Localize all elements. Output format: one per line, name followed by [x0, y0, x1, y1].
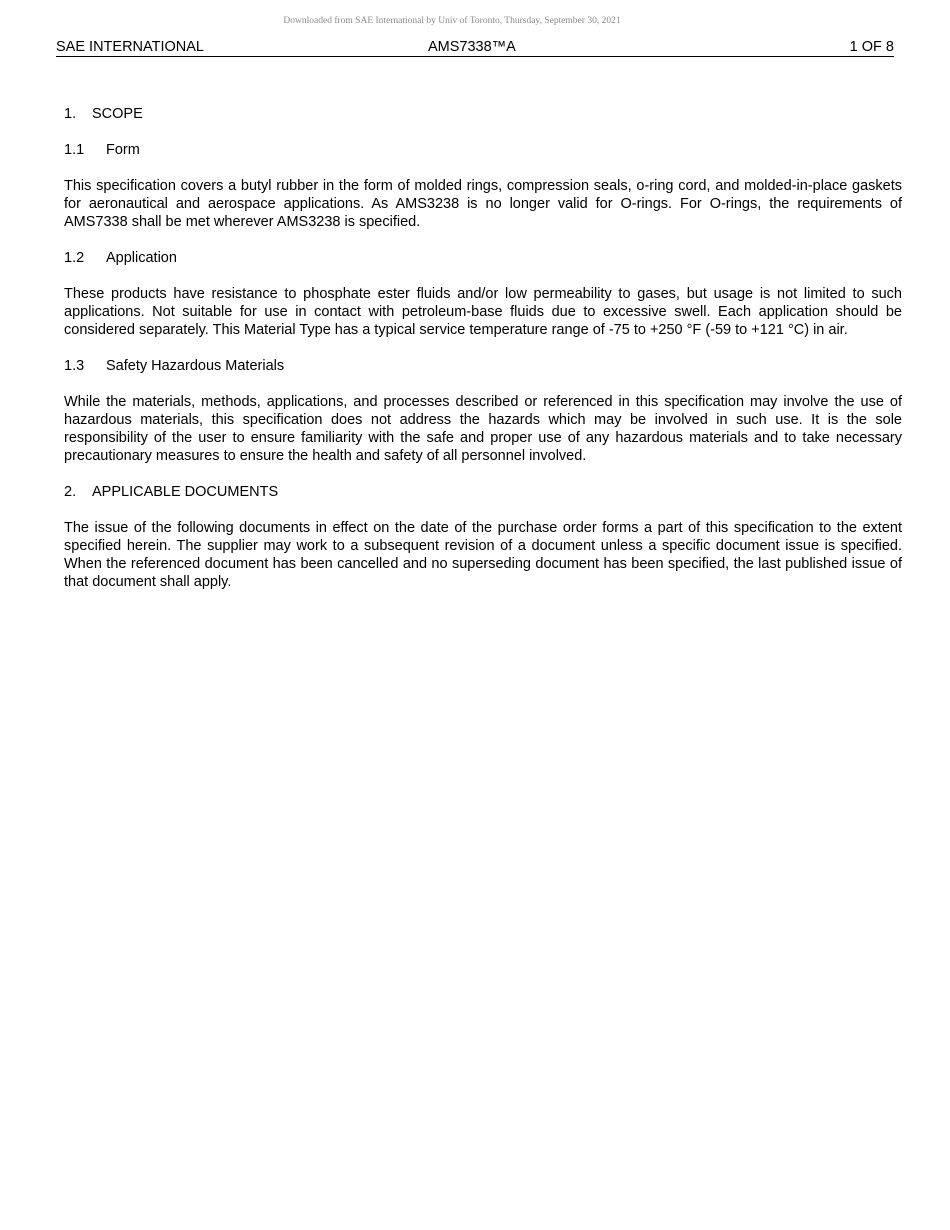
section-heading-scope [64, 105, 902, 123]
section-heading-applicable-documents [64, 483, 902, 501]
paragraph-safety: While the materials, methods, applications, and processes described or referenced in this specification may involve the use of hazardous materials, this specification does not address the hazards which may be involved in such use. It is the sole responsibility of the user to ensure familiarity with the safe and proper use of any hazardous materials and to take necessary precautionary measures to ensure the health and safety of all personnel involved. [64, 394, 902, 464]
section-title: Application [106, 250, 177, 266]
section-title: SCOPE [92, 106, 143, 122]
section-heading-application [64, 249, 902, 267]
header-page-number: 1 OF 8 [849, 39, 894, 55]
section-number: 1.1 [64, 142, 85, 158]
section-heading-safety [64, 357, 902, 375]
section-title: Form [106, 142, 140, 158]
section-number: 1.3 [64, 358, 85, 374]
page-header [56, 39, 894, 57]
section-number: 2. [64, 484, 77, 500]
section-number: 1. [64, 106, 77, 122]
section-heading-form [64, 141, 902, 159]
header-publisher: SAE INTERNATIONAL [56, 39, 204, 55]
paragraph-form: This specification covers a butyl rubber in the form of molded rings, compression seals, o-ring cord, and molded-in-place gaskets for aeronautical and aerospace applications. As AMS3238 is no longer valid for O-rings. For O-rings, the requirements of AMS7338 shall be met wherever AMS3238 is specified. [64, 178, 902, 230]
paragraph-applicable-documents: The issue of the following documents in effect on the date of the purchase order forms a part of this specification to the extent specified herein. The supplier may work to a subsequent revision of a document unless a specific document issue is specified. When the referenced document has been cancelled and no superseding document has been specified, the last published issue of that document shall apply. [64, 520, 902, 590]
document-body [64, 105, 902, 609]
section-title: APPLICABLE DOCUMENTS [92, 484, 279, 500]
section-number: 1.2 [64, 250, 85, 266]
download-watermark: Downloaded from SAE International by Univ of Toronto, Thursday, September 30, 2021 [283, 16, 621, 26]
paragraph-application: These products have resistance to phosphate ester fluids and/or low permeability to gases, but usage is not limited to such applications. Not suitable for use in contact with petroleum-base fluids due to excessive swell. Each application should be considered separately. This Material Type has a typical service temperature range of -75 to +250 °F (-59 to +121 °C) in air. [64, 286, 902, 338]
header-document-number: AMS7338™A [428, 39, 516, 55]
section-title: Safety Hazardous Materials [106, 358, 285, 374]
